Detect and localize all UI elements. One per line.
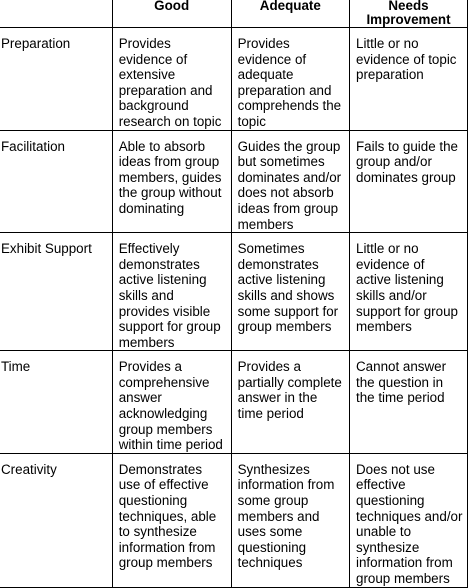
- table-row: [0, 233, 468, 351]
- table-row: [0, 130, 468, 233]
- adequate-cell: Guides the group but sometimes dominates and/or does not absorb ideas from group members: [231, 130, 349, 233]
- good-cell: Effectively demonstrates active listening skills and provides visible support for group members: [112, 233, 231, 351]
- needs-improvement-cell: Little or no evidence of active listening skills and/or support for group members: [350, 233, 468, 351]
- criterion-cell: Exhibit Support: [0, 233, 112, 351]
- header-good: Good: [112, 0, 231, 28]
- good-cell: Provides a comprehensive answer acknowledging group members within time period: [112, 351, 231, 454]
- header-needs-improvement: Needs Improvement: [350, 0, 468, 28]
- needs-improvement-cell: Does not use effective questioning techniques and/or unable to synthesize information from group members: [350, 453, 468, 587]
- good-cell: Able to absorb ideas from group members, guides the group without dominating: [112, 130, 231, 233]
- criterion-cell: Creativity: [0, 453, 112, 587]
- good-cell: Provides evidence of extensive preparation and background research on topic: [112, 28, 231, 131]
- adequate-cell: Provides evidence of adequate preparation and comprehends the topic: [231, 28, 349, 131]
- table-row: [0, 453, 468, 587]
- needs-improvement-cell: Cannot answer the question in the time period: [350, 351, 468, 454]
- good-cell: Demonstrates use of effective questioning techniques, able to synthesize information from group members: [112, 453, 231, 587]
- adequate-cell: Synthesizes information from some group members and uses some questioning techniques: [231, 453, 349, 587]
- needs-improvement-cell: Fails to guide the group and/or dominates group: [350, 130, 468, 233]
- table-row: [0, 351, 468, 454]
- criterion-cell: Time: [0, 351, 112, 454]
- adequate-cell: Sometimes demonstrates active listening skills and shows some support for group members: [231, 233, 349, 351]
- adequate-cell: Provides a partially complete answer in the time period: [231, 351, 349, 454]
- needs-improvement-cell: Little or no evidence of topic preparation: [350, 28, 468, 131]
- header-criterion: [0, 0, 112, 28]
- table-row: [0, 28, 468, 131]
- header-adequate: Adequate: [231, 0, 349, 28]
- criterion-cell: Preparation: [0, 28, 112, 131]
- criterion-cell: Facilitation: [0, 130, 112, 233]
- header-row: [0, 0, 468, 28]
